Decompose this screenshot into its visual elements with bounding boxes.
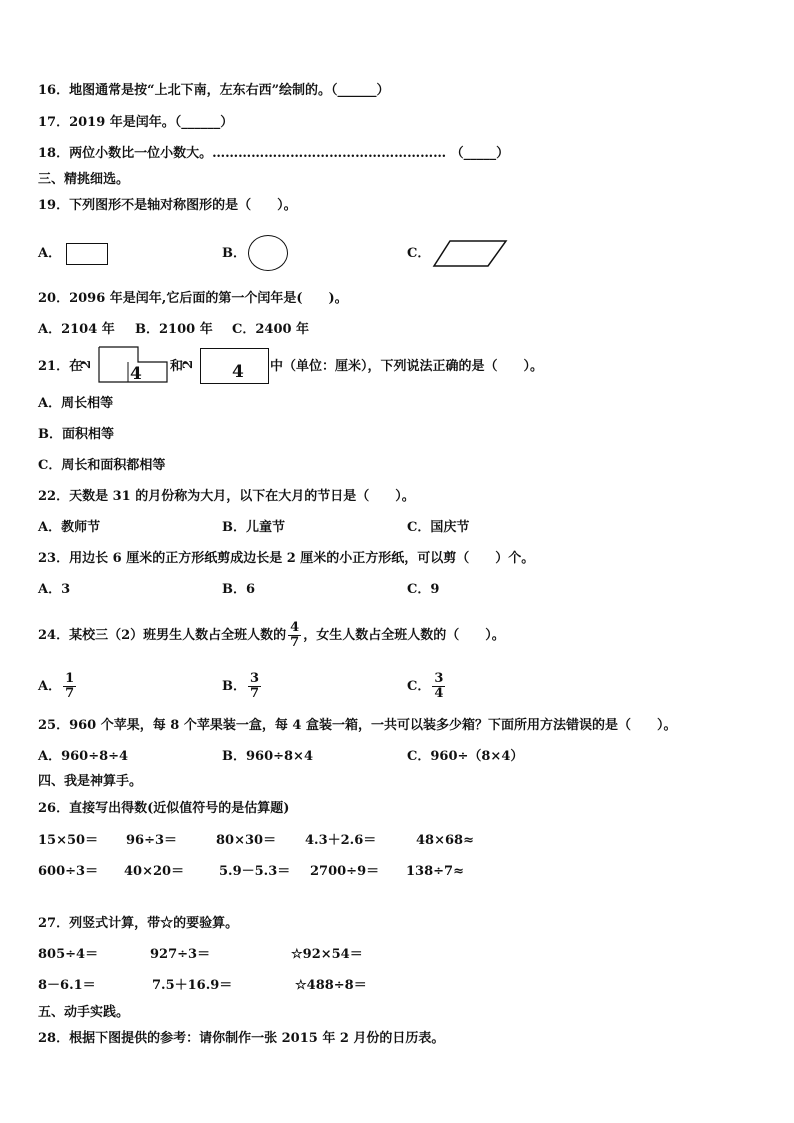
calc-item: 80×30＝	[216, 833, 277, 848]
parallelogram-shape	[432, 239, 508, 269]
shape2-bottom-label: 4	[232, 362, 244, 382]
question-21-mid: 和	[170, 359, 184, 374]
fraction-denominator: 7	[290, 635, 300, 650]
question-24-suffix: ，女生人数占全班人数的（ ）。	[303, 627, 505, 643]
calc-item: 15×50＝	[38, 833, 99, 848]
question-22: 22．天数是 31 的月份称为大月，以下在大月的节日是（ ）。	[38, 489, 415, 504]
q19-option-c: C．	[407, 246, 431, 261]
q22-option-b: B．儿童节	[222, 520, 285, 535]
calc-item: 4.3＋2.6＝	[305, 833, 377, 848]
question-16: 16．地图通常是按“上北下南，左东右西”绘制的。（______）	[38, 83, 390, 98]
q24-option-c	[407, 672, 447, 701]
q21-option-a: A．周长相等	[38, 396, 114, 411]
q23-option-a: A．3	[38, 582, 71, 597]
calc-item: ☆92×54＝	[291, 947, 363, 962]
option-label: A．	[38, 678, 62, 694]
question-25: 25．960 个苹果，每 8 个苹果装一盒，每 4 盒装一箱，一共可以装多少箱？下面所用方法错误的是（ ）。	[38, 718, 677, 733]
calc-item: 600÷3＝	[38, 864, 99, 879]
question-20: 20．2096 年是闰年,它后面的第一个闰年是( )。	[38, 291, 348, 306]
calc-item: 927÷3＝	[150, 947, 211, 962]
calc-item: 48×68≈	[416, 833, 474, 848]
q19-option-b: B．	[222, 246, 246, 261]
calc-item: 8－6.1＝	[38, 978, 96, 993]
q24-option-a	[38, 672, 78, 701]
fraction-denominator: 7	[65, 686, 75, 701]
q22-option-a: A．教师节	[38, 520, 101, 535]
fraction-numerator: 3	[434, 671, 444, 686]
q19-option-a: A．	[38, 246, 62, 261]
calc-item: 96÷3＝	[126, 833, 178, 848]
q23-option-b: B．6	[222, 582, 256, 597]
option-label: B．	[222, 678, 246, 694]
fraction-denominator: 4	[434, 686, 444, 701]
option-label: C．	[407, 678, 431, 694]
fraction-numerator: 1	[65, 671, 75, 686]
q25-option-b: B．960÷8×4	[222, 749, 314, 764]
question-17: 17．2019 年是闰年。（______）	[38, 115, 234, 130]
q25-option-c: C．960÷（8×4）	[407, 749, 524, 764]
fraction-numerator: 3	[250, 671, 260, 686]
shape1-side-label: 2	[79, 359, 95, 370]
question-24-prefix: 24．某校三（2）班男生人数占全班人数的	[38, 627, 287, 643]
calc-item: 2700÷9＝	[310, 864, 380, 879]
q21-option-b: B．面积相等	[38, 427, 114, 442]
calc-item: ☆488÷8＝	[295, 978, 367, 993]
fraction-numerator: 4	[290, 620, 300, 635]
question-19: 19．下列图形不是轴对称图形的是（ ）。	[38, 198, 297, 213]
fraction-denominator: 7	[250, 686, 260, 701]
q21-option-c: C．周长和面积都相等	[38, 458, 166, 473]
calc-item: 138÷7≈	[406, 864, 464, 879]
q25-option-a: A．960÷8÷4	[38, 749, 129, 764]
q20-option-b: B．2100 年	[135, 322, 213, 337]
calc-item: 5.9－5.3＝	[219, 864, 291, 879]
question-23: 23．用边长 6 厘米的正方形纸剪成边长是 2 厘米的小正方形纸，可以剪（ ）个。	[38, 551, 535, 566]
q24-option-b	[222, 672, 263, 701]
calc-item: 40×20＝	[124, 864, 185, 879]
question-27: 27．列竖式计算，带☆的要验算。	[38, 916, 239, 931]
q23-option-c: C．9	[407, 582, 440, 597]
q22-option-c: C．国庆节	[407, 520, 470, 535]
q20-option-a: A．2104 年	[38, 322, 115, 337]
section-5-heading: 五、动手实践。	[38, 1005, 130, 1020]
q20-option-c: C．2400 年	[232, 322, 310, 337]
shape1-bottom-label: 4	[130, 364, 142, 384]
fraction-four-sevenths	[288, 621, 301, 650]
rectangle-shape	[66, 243, 108, 265]
question-26: 26．直接写出得数(近似值符号的是估算题)	[38, 801, 290, 816]
calc-item: 7.5＋16.9＝	[152, 978, 233, 993]
question-21-prefix: 21．在	[38, 359, 83, 374]
question-21-suffix: 中（单位：厘米），下列说法正确的是（ ）。	[270, 359, 544, 374]
question-28: 28．根据下图提供的参考：请你制作一张 2015 年 2 月份的日历表。	[38, 1031, 445, 1046]
circle-shape	[248, 235, 288, 271]
question-18: 18．两位小数比一位小数大。……………………………………………… （_____）	[38, 146, 510, 161]
section-3-heading: 三、精挑细选。	[38, 172, 130, 187]
shape2-side-label: 2	[181, 359, 197, 370]
question-24	[38, 621, 505, 650]
section-4-heading: 四、我是神算手。	[38, 774, 143, 789]
calc-item: 805÷4＝	[38, 947, 99, 962]
